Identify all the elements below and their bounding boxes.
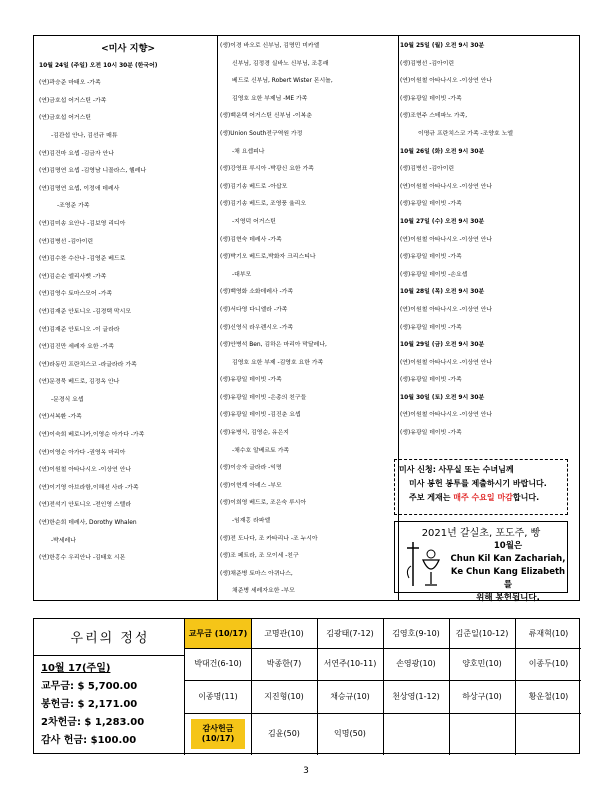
mass-intention-line: 베드로 신부님, Robert Wister 몬시뇰, xyxy=(232,78,333,85)
mass-intention-line: (연)이원철 아타나시오 -이상연 안나 xyxy=(400,306,493,313)
mass-date-heading: 10월 26일 (화) 오전 9시 30분 xyxy=(400,148,485,155)
notice-label: 미사 신청: xyxy=(399,465,436,474)
donor-cell: 김준일(10-12) xyxy=(455,628,509,638)
mass-intention-line: (생)김병선 -김아이린 xyxy=(400,166,455,173)
donor-cell: 박종한(7) xyxy=(266,659,302,668)
mass-intention-line: -채수호 알베르토 가족 xyxy=(232,447,290,454)
mass-intention-line: (연)라동민 프란치스코 -라글라라 가족 xyxy=(39,361,137,368)
mass-intention-line: (연)김미송 요안나 -김보영 리디아 xyxy=(39,220,126,227)
donor-cell: 양호민(10) xyxy=(462,659,502,668)
deadline-text: 매주 수요일 마감 xyxy=(453,493,513,502)
mass-intention-line: (생)신영식 라우렌시오 -가족 xyxy=(220,324,294,331)
mass-intention-line: (생)서다영 다니엘라 -가족 xyxy=(220,306,288,313)
column-divider xyxy=(217,36,218,600)
mass-intention-line: (생)유광일 데이빗 -가족 xyxy=(400,377,462,384)
flowers-dedication-box xyxy=(394,521,568,603)
flowers-title: 2021년 갈실초, 포도주, 빵 xyxy=(421,528,541,539)
mass-intention-line: (연)한홍수 우리안나 -김태호 시몬 xyxy=(39,555,126,562)
mass-intention-line: (연)김재준 안토니오 -김경택 막시모 xyxy=(39,308,132,315)
mass-intention-line: (연)이원철 아타나시오 -이상연 안나 xyxy=(400,78,493,85)
mass-intention-line: (생)유병식, 김영순, 유은지 xyxy=(220,430,289,437)
mass-intention-line: (생)유광일 데이빗 -가족 xyxy=(400,201,462,208)
donor-cell: 채승규(10) xyxy=(330,691,370,701)
mass-date-heading: 10월 24일 (주일) 오전 10시 30분 (한국어) xyxy=(39,62,158,69)
mass-intention-line: (생)안병석 Ben, 김하은 마리아 막달레나, xyxy=(220,342,327,349)
mass-intention-line: (생)유광일 데이빗 -가족 xyxy=(220,377,282,384)
mass-intention-line: 이명규 프란치스코 가족 -조양호 노엘 xyxy=(418,130,513,137)
mass-intention-line: (연)금호섭 어거스틴 -가족 xyxy=(39,97,107,104)
mass-date-heading: 10월 28일 (목) 오전 9시 30분 xyxy=(400,289,485,296)
mass-intention-line: (생)유광일 데이빗 -가족 xyxy=(400,430,462,437)
flowers-text: 10월은 Chun Kil Kan Zachariah, Ke Chun Kang Elizabeth를 위해 봉헌됩니다. xyxy=(450,541,566,603)
tithe-header: 교무금 (10/17) xyxy=(185,619,251,648)
donor-cell: 김광태(7-12) xyxy=(326,628,374,638)
mass-column-3 xyxy=(400,38,580,443)
mass-intention-line: (연)문경묵 베드로, 김정옥 안나 xyxy=(39,379,120,386)
donor-table xyxy=(184,619,581,755)
thanks-header: 감사헌금 (10/17) xyxy=(191,719,245,749)
mass-intention-line: -김관섭 안나, 김선규 매튜 xyxy=(51,132,118,139)
notice-line1: 사무실 또는 수녀님께 xyxy=(438,465,514,474)
mass-intention-line: (연)이기영 아브라함,이해선 사라 -가족 xyxy=(39,484,139,491)
mass-intention-line: (생)백영화 소화데레사 -가족 xyxy=(220,289,294,296)
mass-intention-line: -임재홍 라파엘 xyxy=(232,518,271,525)
donor-cell: 손영광(10) xyxy=(396,659,436,668)
mass-intention-line: 신부님, 김정경 실바노 신부님, 조홍래 xyxy=(232,60,329,67)
donor-cell: 김윤(50) xyxy=(268,729,300,738)
mass-date-heading: 10월 27일 (수) 오전 9시 30분 xyxy=(400,218,485,225)
mass-intention-line: (생)이현계 아녜스 -부모 xyxy=(220,482,282,489)
mass-intention-line: -조영준 가족 xyxy=(57,203,90,210)
mass-intention-line: (생)강영표 루시아 -박광신 요한 가족 xyxy=(220,166,314,173)
notice-line3: 주보 게재는 매주 수요일 마감합니다. xyxy=(409,493,540,502)
mass-intention-line: (생)김기송 베드로, 조영풍 율리오 xyxy=(220,201,307,208)
page-number: 3 xyxy=(303,766,309,776)
donor-cell: 이종명(11) xyxy=(198,691,238,701)
mass-intention-line: (생)김현숙 데레사 -가족 xyxy=(220,236,282,243)
notice-line2: 미사 봉헌 봉투를 제출하시기 바랍니다. xyxy=(409,479,547,488)
mass-intention-line: (연)김병선 -김아이린 xyxy=(39,238,94,245)
mass-intention-line: (생)박기오 베드로,박화자 크리스티나 xyxy=(220,254,316,261)
divider xyxy=(34,655,184,656)
mass-intention-line: (연)김영수 토마스모어 -가족 xyxy=(39,291,113,298)
mass-intention-line: 채준병 세레자요한 -부모 xyxy=(232,588,295,595)
mass-column-1 xyxy=(39,40,217,568)
mass-request-notice xyxy=(394,459,568,515)
mass-intention-line: -채 요셉피나 xyxy=(232,148,265,155)
mass-intention-line: (연)금호섭 어거스틴 xyxy=(39,115,91,122)
mass-intention-line: (생)이경 바오로 신부님, 김명민 미카엘 xyxy=(220,43,320,49)
donor-cell: 익명(50) xyxy=(334,729,366,738)
column-divider xyxy=(398,36,399,600)
donor-cell: 류재혁(10) xyxy=(528,628,569,638)
mass-intention-line: (생)조 페트라, 조 모이세 -친구 xyxy=(220,553,299,560)
mass-intention-line: (생)Union South전구역원 가정 xyxy=(220,130,303,137)
mass-date-heading: 10월 30일 (토) 오전 9시 30분 xyxy=(400,394,485,401)
mass-intention-line: (연)이원철 아타나시오 -이상연 안나 xyxy=(400,412,493,419)
mass-intention-line: (연)김순순 엘리사벳 -가족 xyxy=(39,273,107,280)
mass-intention-line: -문경식 요셉 xyxy=(51,396,84,403)
offering-list xyxy=(41,660,144,750)
mass-intention-line: (연)김건마 요셉 -김금자 안나 xyxy=(39,150,114,157)
donor-cell: 박대건(6-10) xyxy=(194,659,242,668)
offering-row: 교무금: $ 5,700.00 xyxy=(41,681,138,692)
mass-intention-line: 김영호 요한 부제님 -ME 가족 xyxy=(232,95,308,102)
mass-intention-line: (생)김기송 베드로 -아삽모 xyxy=(220,183,288,190)
mass-intention-line: (연)이원철 아타나시오 -이상연 안나 xyxy=(400,236,493,243)
mass-intention-line: (연)김명연 요셉, 이정애 데레사 xyxy=(39,185,120,192)
mass-intention-line: (연)한순희 데레사, Dorothy Whalen xyxy=(39,520,137,527)
mass-intention-line: -박세레나 xyxy=(51,537,76,544)
mass-intentions-box xyxy=(33,35,580,601)
mass-intention-line: (연)김재준 안토니오 -이 글라라 xyxy=(39,326,120,333)
offering-date: 10월 17(주일) xyxy=(41,663,111,674)
mass-intention-line: (생)이승자 글라라 -익명 xyxy=(220,465,282,472)
mass-intention-line: (연)이숙희 베로니카,이영순 아가다 -가족 xyxy=(39,432,145,439)
mass-intention-line: (연)서복환 -가족 xyxy=(39,414,82,421)
donor-cell: 하상구(10) xyxy=(462,691,502,701)
mass-intention-line: (연)이원철 아타나시오 -이상연 안나 xyxy=(400,183,493,190)
mass-intention-line: (연)이원철 아타나시오 -이상연 안나 xyxy=(400,359,493,366)
donor-cell: 김영호(9-10) xyxy=(392,628,440,638)
mass-intention-line: (연)이원철 아타나시오 -이상연 안나 xyxy=(39,467,132,474)
offering-box xyxy=(33,618,580,754)
donor-cell: 황운철(10) xyxy=(528,691,569,701)
mass-intention-line: (연)전석기 안토니오 -전인영 스텔라 xyxy=(39,502,132,509)
donor-cell: 이종두(10) xyxy=(528,659,569,668)
donor-cell: 서연주(10-11) xyxy=(323,659,377,668)
mass-date-heading: 10월 25일 (월) 오전 9시 30분 xyxy=(400,43,485,49)
mass-intention-line: (생)채준병 토마스 아퀴나스, xyxy=(220,570,293,577)
mass-intention-line: (생)조현주 스테파노 가족, xyxy=(400,113,468,120)
mass-intention-line: (생)유광일 데이빗 -김진춘 요셉 xyxy=(220,412,301,419)
donor-cell: 지진형(10) xyxy=(264,691,304,701)
mass-intention-line: 김영호 요한 부제 -김영호 요한 가족 xyxy=(232,359,324,366)
donor-cell: 고명관(10) xyxy=(264,628,304,638)
mass-intention-line: (생)유광일 데이빗 -가족 xyxy=(400,324,462,331)
offering-row: 봉헌금: $ 2,171.00 xyxy=(41,699,138,710)
mass-intention-line: (생)이희영 베드로, 조은숙 루시아 xyxy=(220,500,307,507)
mass-column-2 xyxy=(220,38,398,601)
chalice-candle-icon xyxy=(401,538,447,590)
mass-intention-line: -대부모 xyxy=(232,271,252,278)
offering-title: 우리의 정성 xyxy=(70,631,150,646)
offering-row: 감사 헌금: $100.00 xyxy=(41,735,137,746)
mass-intention-line: (연)김명연 요셉 -김영남 니꼴라스, 헬레나 xyxy=(39,168,147,175)
mass-intention-line: (연)김수찬 수산나 -김영준 베드로 xyxy=(39,256,126,263)
mass-intention-line: (연)김진만 세레자 요한 -가족 xyxy=(39,344,114,351)
mass-intention-line: (생)유광일 데이빗 -가족 xyxy=(400,254,462,261)
mass-date-heading: 10월 29일 (금) 오전 9시 30분 xyxy=(400,342,485,349)
mass-heading: <미사 지향> xyxy=(100,43,156,54)
mass-intention-line: (생)백운택 어거스틴 신부님 -이복춘 xyxy=(220,113,313,120)
mass-intention-line: (생)유광일 데이빗 -손요셉 xyxy=(400,271,468,278)
mass-intention-line: (연)곽승준 마태오 -가족 xyxy=(39,80,101,87)
mass-intention-line: -지영덕 어거스틴 xyxy=(232,218,276,225)
offering-row: 2차헌금: $ 1,283.00 xyxy=(41,717,145,728)
mass-intention-line: (연)이영순 아가다 -권영옥 마리아 xyxy=(39,449,126,456)
donor-cell: 천상영(1-12) xyxy=(392,691,440,701)
mass-intention-line: (생)김병선 -김아이린 xyxy=(400,60,455,67)
mass-intention-line: (생)유광일 데이빗 -은총의 친구들 xyxy=(220,394,307,401)
mass-intention-line: (생)전 도나다, 조 카타리나 -조 누시아 xyxy=(220,535,318,542)
mass-intention-line: (생)유광일 데이빗 -가족 xyxy=(400,95,462,102)
